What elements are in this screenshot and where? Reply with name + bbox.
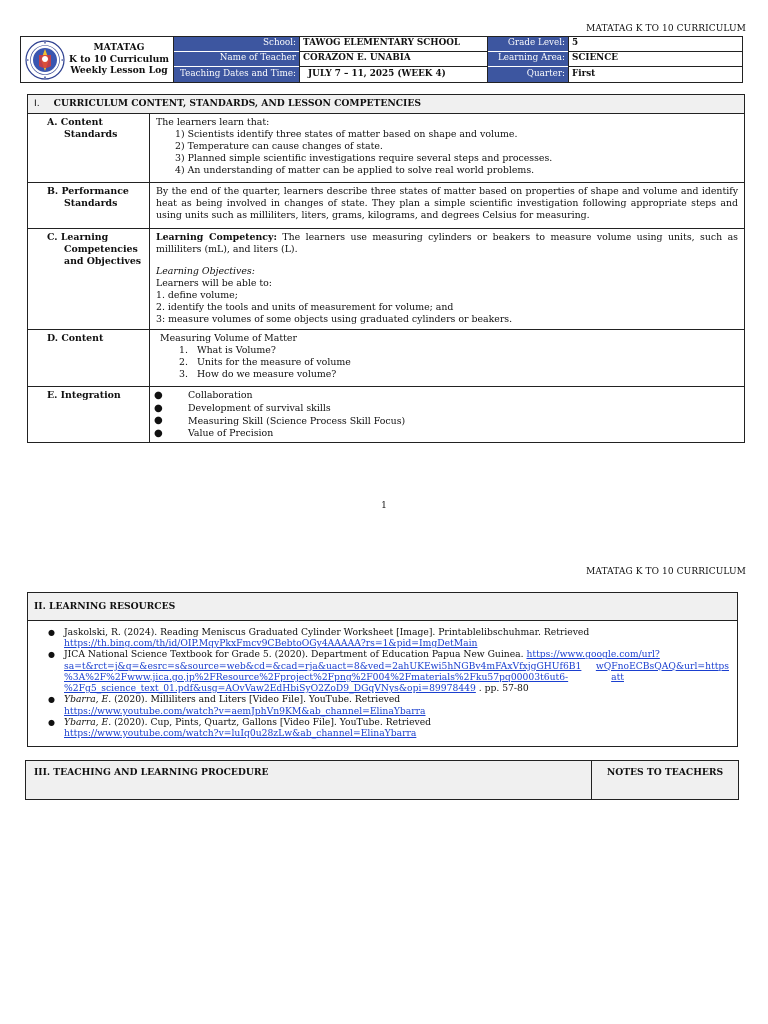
logo-cell	[21, 37, 174, 82]
area-label: Learning Area:	[488, 52, 568, 67]
objectives-intro: Learners will be able to:	[156, 277, 272, 289]
content-label: D. Content	[28, 330, 150, 386]
grade-label: Grade Level:	[488, 37, 568, 52]
list-item: ● Measuring Skill (Science Process Skill Focus)	[154, 415, 406, 427]
resource-link[interactable]: wQFnoECBsQAQ&url=https	[595, 660, 729, 672]
content-text	[150, 330, 744, 386]
list-item: 2. Units for the measure of volume	[179, 356, 351, 368]
list-item: 1) Scientists identify three states of matter based on shape and volume.	[175, 129, 738, 141]
list-item: ● JICA National Science Textbook for Grade 5. (2020). Department of Education Papua New Guinea. https://www.google.com/url? sa=t&rct=j&q=&esrc=s&source=web&cd=&cad=rja&uact=8&ved=2ahUKEwi5hNGBv4mFAxVfxjgGHUf6B1 wQFnoECBsQAQ&url=https %3A%2F%2Fwww.jica.go.jp%2FResource%2Fproject%2Fpng%2F004%2Fmaterials%2Fku57pq00003t6ut6- att %2Fg5_science_text_01.pdf&usg=AOvVaw2EdHbiSyO2ZoD9_DGqVNys&opi=89978449 . pp. 57-80	[48, 649, 729, 695]
resource-link[interactable]: sa=t&rct=j&q=&esrc=s&source=web&cd=&cad=rja&uact=8&ved=2ahUKEwi5hNGBv4mFAxVfxjgGHUf6B1	[64, 660, 582, 672]
content-standards-list	[156, 129, 738, 177]
content-list	[160, 345, 738, 381]
learning-competency: Learning Competency: The learners use measuring cylinders or beakers to measure volume using units, such as milliliters (mL), and liters (L).	[156, 232, 738, 255]
section1-roman: I.	[34, 98, 40, 110]
header-info-grid	[174, 37, 742, 82]
list-item: 1. What is Volume?	[179, 344, 276, 356]
list-item: 3) Planned simple scientific investigations require several steps and processes.	[175, 153, 738, 165]
section2-title: II. LEARNING RESOURCES	[28, 593, 737, 621]
lesson-log-header	[20, 36, 743, 83]
teacher-value: CORAZON E. UNABIA	[299, 52, 488, 67]
performance-standards-text: By the end of the quarter, learners describe three states of matter based on properties of shape and volume and identify heat as being involved in changes of state. They plan a simple scientific investigation following appropriate steps and using units such as milliliters, liters, grams, kilograms, and degrees Celsius for measuring.	[156, 186, 738, 221]
objectives-label: Learning Objectives:	[156, 265, 255, 277]
competencies-text	[150, 229, 744, 329]
resource-link[interactable]: https://www.google.com/url?	[526, 649, 660, 661]
page-number: 1	[381, 501, 387, 511]
list-item: ● Ybarra, E. (2020). Cup, Pints, Quartz, Gallons [Video File]. YouTube. Retrieved https://www.youtube.com/watch?v=luIq0u28zLw&ab_channel=ElinaYbarra	[48, 716, 432, 739]
brand-line2: K to 10 Curriculum	[68, 53, 170, 65]
integration-list	[150, 387, 744, 442]
section-curriculum-content	[27, 94, 745, 443]
objective-item: 2. identify the tools and units of measurement for volume; and	[156, 301, 454, 313]
dates-label: Teaching Dates and Time:	[174, 67, 299, 82]
resource-link[interactable]: %3A%2F%2Fwww.jica.go.jp%2FResource%2Fproject%2Fpng%2F004%2Fmaterials%2Fku57pq00003t6ut6-	[64, 671, 569, 683]
content-title: Measuring Volume of Matter	[160, 333, 297, 344]
list-item: ● Ybarra, E. (2020). Milliliters and Liters [Video File]. YouTube. Retrieved https://www.youtube.com/watch?v=aemJphVn9KM&ab_channel=ElinaYbarra	[48, 694, 426, 717]
brand-line3: Weekly Lesson Log	[70, 65, 168, 77]
list-item: ● Collaboration	[154, 390, 253, 402]
school-label: School:	[174, 37, 299, 52]
resource-link[interactable]: https://th.bing.com/th/id/OIP.MqyPkxFmcv9CBebtoOGy4AAAAA?rs=1&pid=ImgDetMain	[64, 638, 478, 650]
deped-seal-icon	[25, 40, 65, 80]
grade-value: 5	[568, 37, 742, 52]
notes-to-teachers-header: NOTES TO TEACHERS	[606, 767, 724, 778]
performance-standards-row	[28, 183, 744, 229]
area-value: SCIENCE	[568, 52, 742, 67]
list-item: 3. How do we measure volume?	[179, 368, 337, 380]
content-standards-intro: The learners learn that:	[156, 117, 270, 128]
list-item: ● Development of survival skills	[154, 402, 331, 415]
quarter-value: First	[568, 67, 742, 82]
content-standards-row	[28, 114, 744, 183]
integration-label: E. Integration	[28, 387, 150, 442]
resource-link[interactable]: att	[611, 671, 624, 683]
competencies-row	[28, 229, 744, 330]
section3-title: III. TEACHING AND LEARNING PROCEDURE	[26, 761, 592, 799]
section-teaching-procedure	[25, 760, 739, 800]
brand-block	[65, 42, 173, 77]
brand-line1: MATATAG	[93, 42, 145, 54]
section-learning-resources	[27, 592, 738, 747]
curriculum-header: MATATAG K TO 10 CURRICULUM	[586, 567, 746, 577]
content-row	[28, 330, 744, 387]
section1-title-text: CURRICULUM CONTENT, STANDARDS, AND LESSON COMPETENCIES	[53, 98, 421, 110]
resource-link[interactable]: %2Fg5_science_text_01.pdf&usg=AOvVaw2EdHbiSyO2ZoD9_DGqVNys&opi=89978449	[64, 683, 476, 695]
teacher-label: Name of Teacher	[174, 52, 299, 67]
curriculum-header: MATATAG K TO 10 CURRICULUM	[586, 24, 746, 34]
resource-link[interactable]: https://www.youtube.com/watch?v=luIq0u28zLw&ab_channel=ElinaYbarra	[64, 727, 417, 739]
content-standards-label: A. Content Standards	[28, 114, 150, 182]
integration-row	[28, 387, 744, 442]
objective-item: 3: measure volumes of some objects using graduated cylinders or beakers.	[156, 313, 513, 325]
list-item: ● Jaskolski, R. (2024). Reading Meniscus Graduated Cylinder Worksheet [Image]. Printablelibschuhmar. Retrieved https://th.bing.com/th/id/OIP.MqyPkxFmcv9CBebtoOGy4AAAAA?rs=1&pid=ImgDetMain	[48, 627, 590, 650]
dates-value: JULY 7 – 11, 2025 (WEEK 4)	[299, 67, 488, 82]
section1-title	[28, 95, 744, 114]
resource-link[interactable]: https://www.youtube.com/watch?v=aemJphVn9KM&ab_channel=ElinaYbarra	[64, 705, 426, 717]
list-item: 2) Temperature can cause changes of state.	[175, 141, 738, 153]
list-item: ● Value of Precision	[154, 428, 274, 440]
competencies-label: C. Learning Competencies and Objectives	[28, 229, 150, 329]
quarter-label: Quarter:	[488, 67, 568, 82]
resources-list	[28, 621, 737, 739]
list-item: 4) An understanding of matter can be applied to solve real world problems.	[175, 165, 738, 177]
content-standards-text	[150, 114, 744, 182]
school-value: TAWOG ELEMENTARY SCHOOL	[299, 37, 488, 52]
performance-standards-label: B. Performance Standards	[28, 183, 150, 228]
objective-item: 1. define volume;	[156, 289, 238, 301]
